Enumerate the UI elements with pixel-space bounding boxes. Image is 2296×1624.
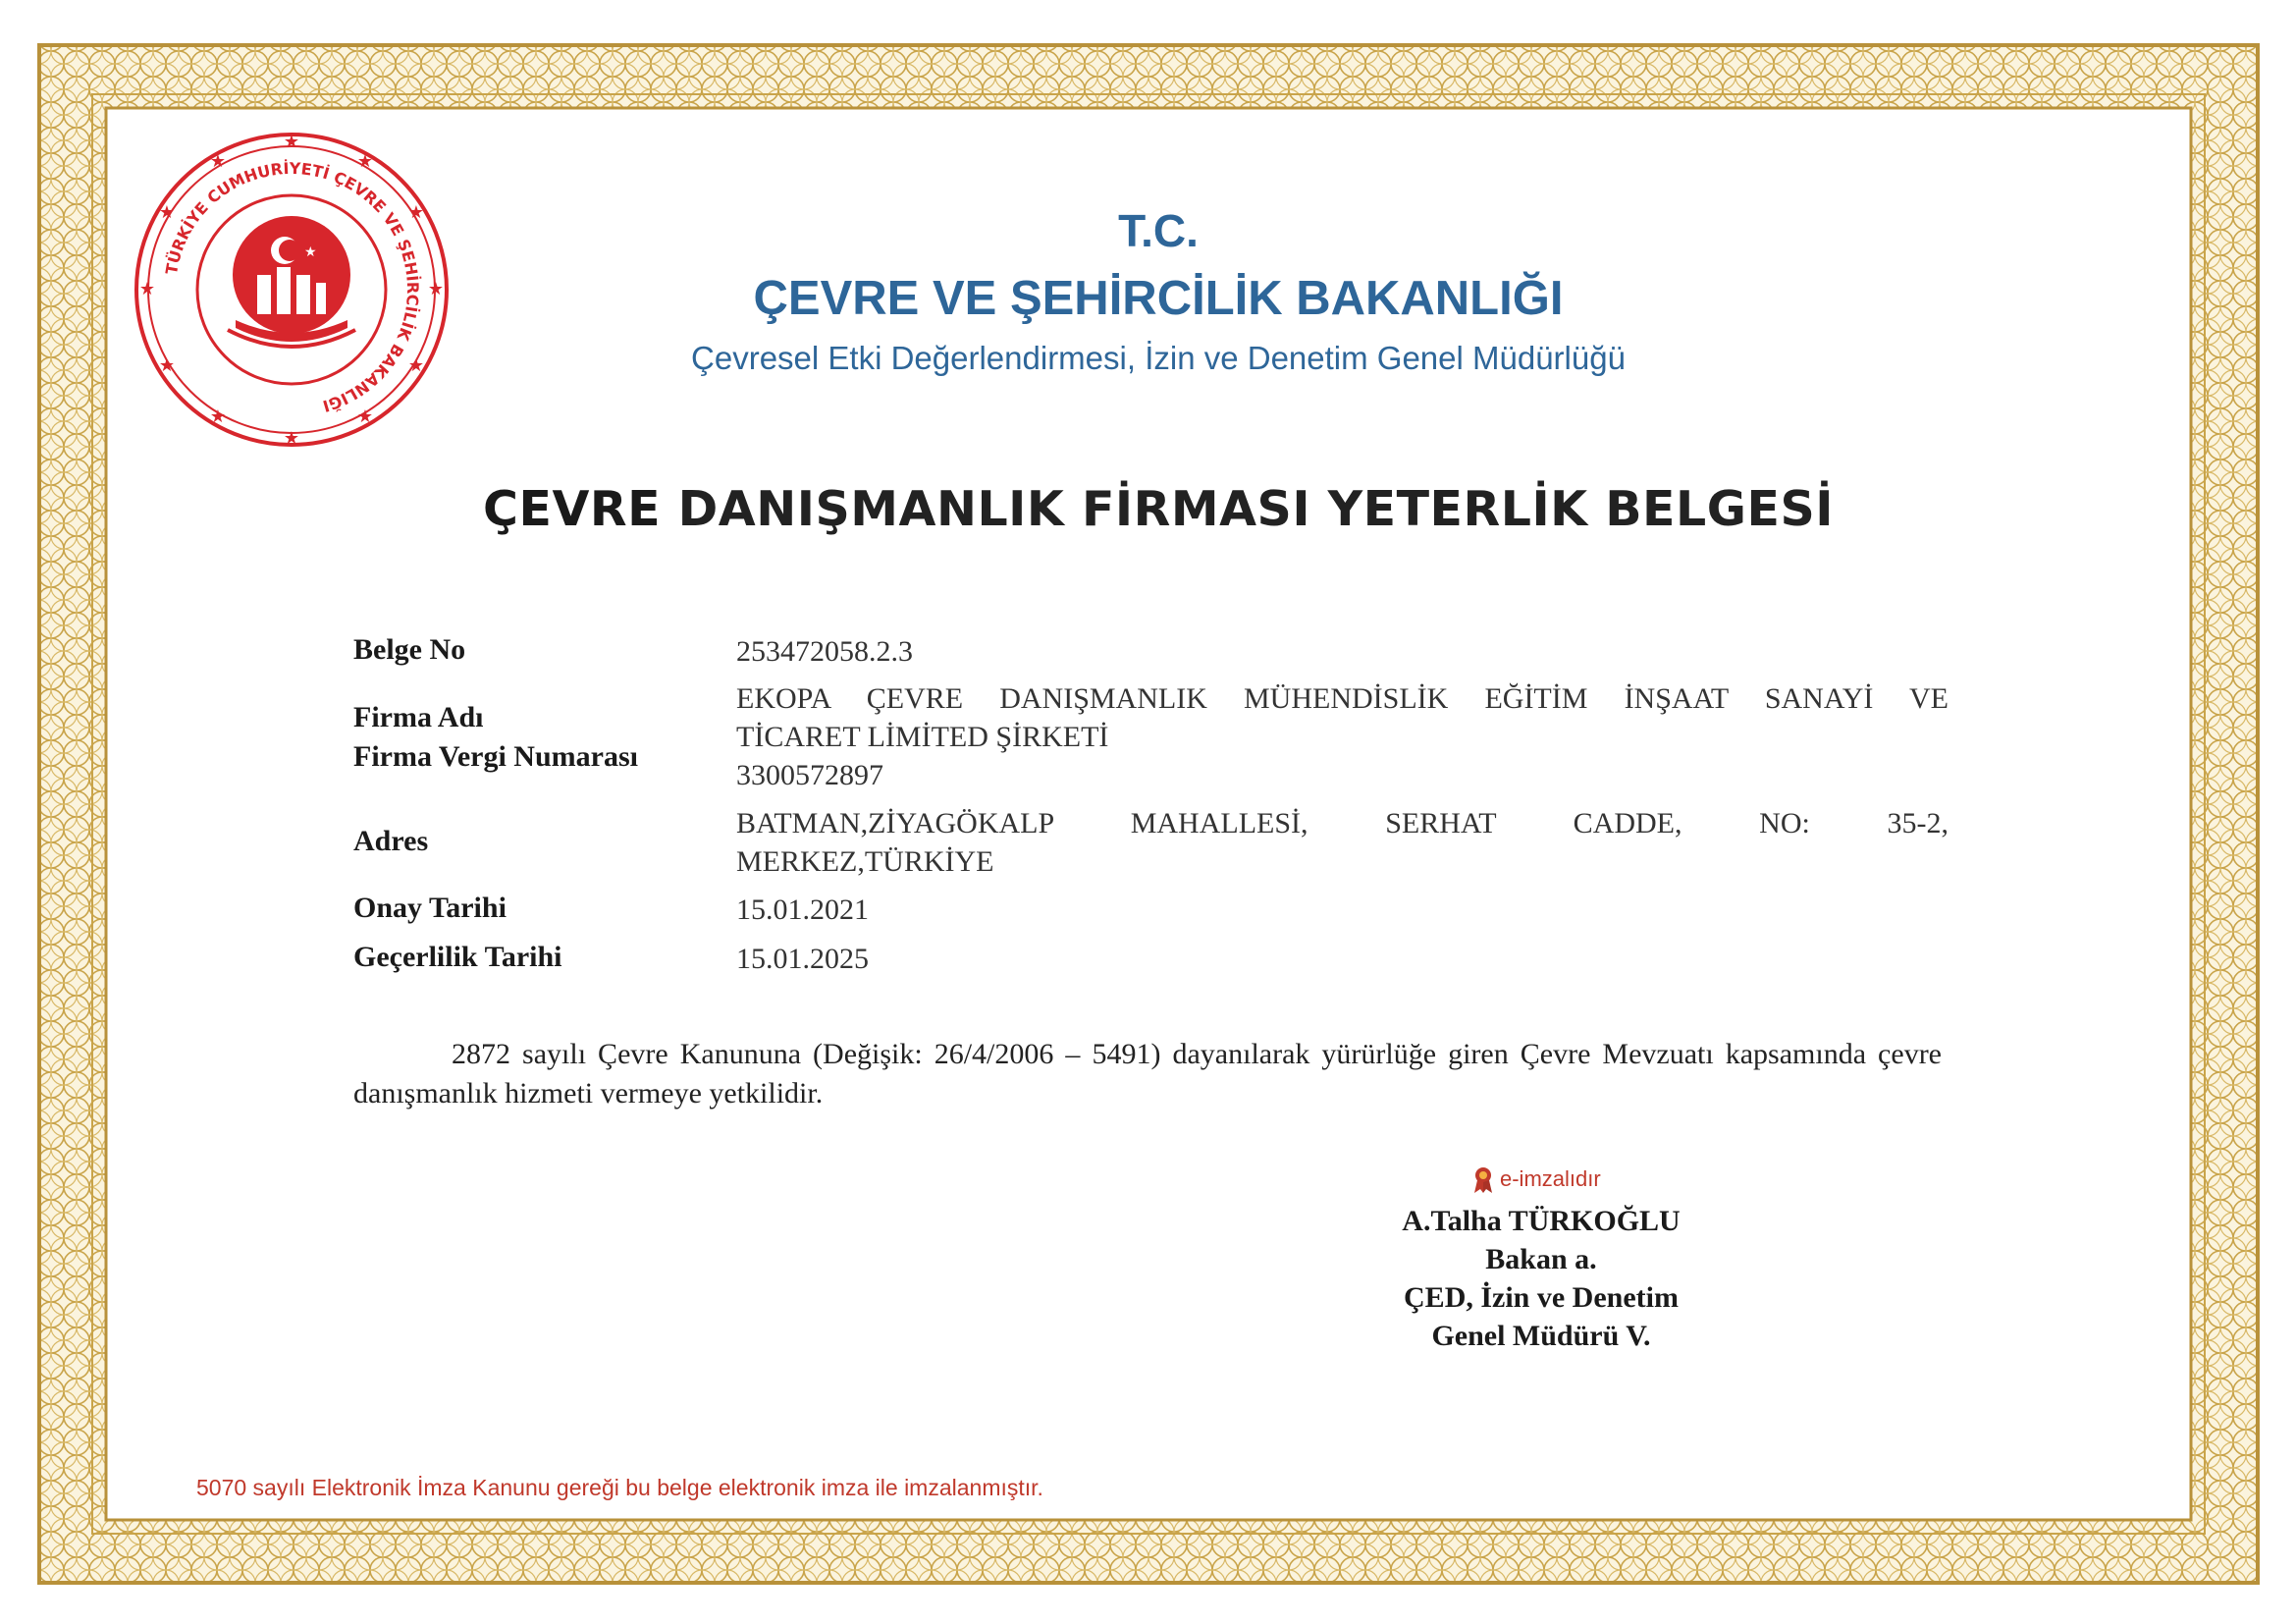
signer-title-1: Bakan a. xyxy=(1485,1243,1597,1275)
svg-text:★: ★ xyxy=(427,279,445,299)
title-part-2: DANIŞMANLIK FİRMASI YETERLİK BELGESİ xyxy=(661,481,1834,537)
adres-value-line1: BATMAN,ZİYAGÖKALP MAHALLESİ, SERHAT CADDE, NO: 35-2, xyxy=(736,807,1949,839)
esign-label: e-imzalıdır xyxy=(1500,1166,1601,1191)
esign-indicator[interactable] xyxy=(1472,1166,1601,1194)
ministry-name: ÇEVRE VE ŞEHİRCİLİK BAKANLIĞI xyxy=(753,272,1564,325)
svg-text:★: ★ xyxy=(283,428,300,449)
directorate-name: Çevresel Etki Değerlendirmesi, İzin ve Denetim Genel Müdürlüğü xyxy=(691,340,1626,376)
ministry-seal xyxy=(130,128,454,452)
header-tc: T.C. xyxy=(1118,205,1199,256)
svg-text:★: ★ xyxy=(283,132,300,152)
svg-text:★: ★ xyxy=(158,355,176,376)
svg-text:★: ★ xyxy=(209,151,227,172)
svg-text:★: ★ xyxy=(138,279,156,299)
firma-adi-value-line1: EKOPA ÇEVRE DANIŞMANLIK MÜHENDİSLİK EĞİTİM İNŞAAT SANAYİ VE xyxy=(736,682,1949,715)
vergi-no-label: Firma Vergi Numarası xyxy=(353,740,638,773)
signer-name: A.Talha TÜRKOĞLU xyxy=(1402,1205,1681,1237)
signer-title-2: ÇED, İzin ve Denetim xyxy=(1404,1281,1679,1314)
svg-text:★: ★ xyxy=(407,355,425,376)
gecerlilik-tarihi-label: Geçerlilik Tarihi xyxy=(353,941,562,973)
signature-block xyxy=(1345,1202,1737,1355)
adres-value-line2: MERKEZ,TÜRKİYE xyxy=(736,845,994,878)
svg-text:★: ★ xyxy=(356,406,374,427)
onay-tarihi-label: Onay Tarihi xyxy=(353,892,507,924)
svg-text:★: ★ xyxy=(407,202,425,223)
belge-no-value: 253472058.2.3 xyxy=(736,635,913,668)
authorization-paragraph: 2872 sayılı Çevre Kanununa (Değişik: 26/4/2006 – 5491) dayanılarak yürürlüğe giren Çevre Mevzuatı kapsamında çevre danışmanlık hizmeti vermeye yetkilidir. xyxy=(353,1038,1942,1110)
firma-adi-value-line2: TİCARET LİMİTED ŞİRKETİ xyxy=(736,721,1109,753)
onay-tarihi-value: 15.01.2021 xyxy=(736,893,869,926)
belge-no-label: Belge No xyxy=(353,633,466,666)
svg-text:TÜRKİYE CUMHURİYETİ ÇEVRE VE Ş: TÜRKİYE CUMHURİYETİ ÇEVRE VE ŞEHİRCİLİK BAKANLIĞI xyxy=(162,158,423,416)
svg-text:★: ★ xyxy=(304,244,317,260)
document-title xyxy=(324,481,1993,537)
svg-text:★: ★ xyxy=(209,406,227,427)
title-part-1: ÇEVRE xyxy=(483,481,662,537)
adres-label: Adres xyxy=(353,825,429,857)
signer-title-3: Genel Müdürü V. xyxy=(1431,1320,1651,1352)
firma-adi-label: Firma Adı xyxy=(353,701,484,733)
svg-text:★: ★ xyxy=(356,151,374,172)
ribbon-badge-icon xyxy=(1472,1166,1494,1194)
esign-legal-note: 5070 sayılı Elektronik İmza Kanunu gereği bu belge elektronik imza ile imzalanmıştır. xyxy=(196,1475,1043,1500)
svg-text:★: ★ xyxy=(158,202,176,223)
vergi-no-value: 3300572897 xyxy=(736,759,883,791)
gecerlilik-tarihi-value: 15.01.2025 xyxy=(736,943,869,975)
